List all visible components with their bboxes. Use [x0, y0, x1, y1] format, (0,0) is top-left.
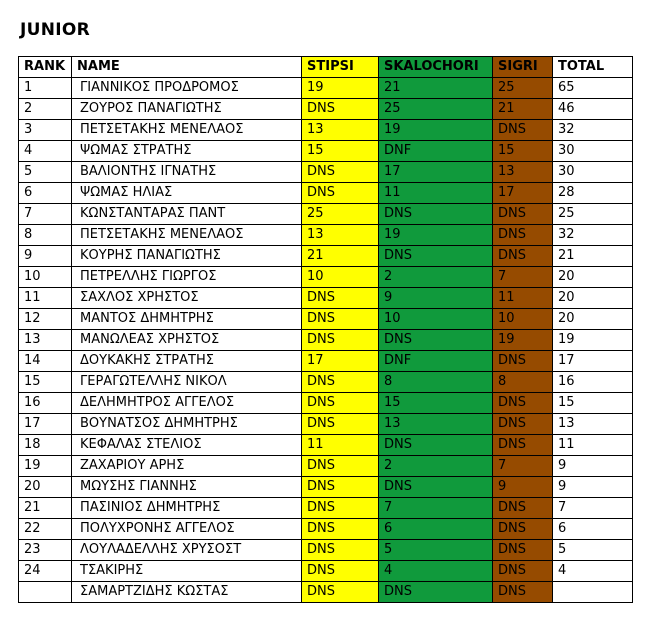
- cell-name: ΖΑΧΑΡΙΟΥ ΑΡΗΣ: [72, 456, 302, 477]
- cell-sigri: DNS: [493, 246, 553, 267]
- cell-sigri: 7: [493, 267, 553, 288]
- cell-name: ΔΕΛΗΜΗΤΡΟΣ ΑΓΓΕΛΟΣ: [72, 393, 302, 414]
- cell-name: ΚΕΦΑΛΑΣ ΣΤΕΛΙΟΣ: [72, 435, 302, 456]
- table-row: [19, 162, 633, 183]
- header-stipsi: STIPSI: [302, 57, 379, 78]
- cell-stipsi: DNS: [302, 414, 379, 435]
- cell-stipsi: DNS: [302, 540, 379, 561]
- cell-rank: 6: [19, 183, 72, 204]
- cell-name: ΠΑΣΙΝΙΟΣ ΔΗΜΗΤΡΗΣ: [72, 498, 302, 519]
- page-title: JUNIOR: [20, 20, 91, 40]
- cell-stipsi: DNS: [302, 372, 379, 393]
- cell-rank: 1: [19, 78, 72, 99]
- cell-skalochori: DNS: [379, 435, 493, 456]
- cell-total: 32: [553, 120, 633, 141]
- cell-sigri: DNS: [493, 582, 553, 603]
- cell-name: ΖΟΥΡΟΣ ΠΑΝΑΓΙΩΤΗΣ: [72, 99, 302, 120]
- cell-stipsi: DNS: [302, 498, 379, 519]
- cell-name: ΒΑΛΙΟΝΤΗΣ ΙΓΝΑΤΗΣ: [72, 162, 302, 183]
- table-row: [19, 540, 633, 561]
- cell-name: ΠΟΛΥΧΡΟΝΗΣ ΑΓΓΕΛΟΣ: [72, 519, 302, 540]
- table-row: [19, 225, 633, 246]
- cell-skalochori: 15: [379, 393, 493, 414]
- cell-skalochori: 7: [379, 498, 493, 519]
- cell-rank: 5: [19, 162, 72, 183]
- cell-sigri: 11: [493, 288, 553, 309]
- cell-sigri: 7: [493, 456, 553, 477]
- cell-total: 46: [553, 99, 633, 120]
- table-row: [19, 78, 633, 99]
- cell-total: 30: [553, 141, 633, 162]
- results-table: [18, 56, 633, 603]
- cell-sigri: 15: [493, 141, 553, 162]
- cell-stipsi: 13: [302, 120, 379, 141]
- cell-skalochori: DNS: [379, 582, 493, 603]
- table-row: [19, 351, 633, 372]
- header-total: TOTAL: [553, 57, 633, 78]
- cell-sigri: DNS: [493, 351, 553, 372]
- cell-rank: 9: [19, 246, 72, 267]
- cell-sigri: DNS: [493, 561, 553, 582]
- cell-total: 7: [553, 498, 633, 519]
- cell-name: ΨΩΜΑΣ ΣΤΡΑΤΗΣ: [72, 141, 302, 162]
- cell-sigri: 21: [493, 99, 553, 120]
- cell-rank: 14: [19, 351, 72, 372]
- cell-rank: 17: [19, 414, 72, 435]
- cell-total: 6: [553, 519, 633, 540]
- table-row: [19, 435, 633, 456]
- cell-rank: 20: [19, 477, 72, 498]
- header-name: NAME: [72, 57, 302, 78]
- cell-total: 16: [553, 372, 633, 393]
- cell-total: 5: [553, 540, 633, 561]
- cell-name: ΠΕΤΡΕΛΛΗΣ ΓΙΩΡΓΟΣ: [72, 267, 302, 288]
- cell-name: ΔΟΥΚΑΚΗΣ ΣΤΡΑΤΗΣ: [72, 351, 302, 372]
- cell-rank: 10: [19, 267, 72, 288]
- cell-name: ΨΩΜΑΣ ΗΛΙΑΣ: [72, 183, 302, 204]
- table-row: [19, 372, 633, 393]
- cell-name: ΛΟΥΛΑΔΕΛΛΗΣ ΧΡΥΣΟΣΤ: [72, 540, 302, 561]
- cell-stipsi: DNS: [302, 309, 379, 330]
- cell-total: 25: [553, 204, 633, 225]
- table-row: [19, 582, 633, 603]
- cell-stipsi: DNS: [302, 99, 379, 120]
- cell-rank: 7: [19, 204, 72, 225]
- cell-rank: 12: [19, 309, 72, 330]
- cell-total: 20: [553, 267, 633, 288]
- cell-rank: 24: [19, 561, 72, 582]
- cell-stipsi: DNS: [302, 183, 379, 204]
- cell-name: ΠΕΤΣΕΤΑΚΗΣ ΜΕΝΕΛΑΟΣ: [72, 120, 302, 141]
- cell-sigri: DNS: [493, 393, 553, 414]
- cell-name: ΚΩΝΣΤΑΝΤΑΡΑΣ ΠΑΝΤ: [72, 204, 302, 225]
- cell-sigri: DNS: [493, 204, 553, 225]
- cell-skalochori: 17: [379, 162, 493, 183]
- cell-total: 21: [553, 246, 633, 267]
- cell-total: 9: [553, 456, 633, 477]
- cell-total: 32: [553, 225, 633, 246]
- cell-stipsi: 19: [302, 78, 379, 99]
- cell-stipsi: 10: [302, 267, 379, 288]
- cell-sigri: DNS: [493, 120, 553, 141]
- table-header-row: [19, 57, 633, 78]
- cell-stipsi: DNS: [302, 519, 379, 540]
- cell-rank: 19: [19, 456, 72, 477]
- cell-skalochori: 5: [379, 540, 493, 561]
- cell-rank: 22: [19, 519, 72, 540]
- cell-rank: 13: [19, 330, 72, 351]
- cell-name: ΣΑΜΑΡΤΖΙΔΗΣ ΚΩΣΤΑΣ: [72, 582, 302, 603]
- header-sigri: SIGRI: [493, 57, 553, 78]
- cell-skalochori: DNS: [379, 330, 493, 351]
- cell-sigri: 25: [493, 78, 553, 99]
- cell-rank: 16: [19, 393, 72, 414]
- cell-rank: 18: [19, 435, 72, 456]
- table-row: [19, 456, 633, 477]
- cell-sigri: DNS: [493, 435, 553, 456]
- cell-name: ΚΟΥΡΗΣ ΠΑΝΑΓΙΩΤΗΣ: [72, 246, 302, 267]
- table-row: [19, 393, 633, 414]
- cell-total: 20: [553, 288, 633, 309]
- cell-name: ΣΑΧΛΟΣ ΧΡΗΣΤΟΣ: [72, 288, 302, 309]
- cell-total: 30: [553, 162, 633, 183]
- table-row: [19, 120, 633, 141]
- cell-skalochori: DNS: [379, 246, 493, 267]
- cell-total: 20: [553, 309, 633, 330]
- cell-sigri: 9: [493, 477, 553, 498]
- table-row: [19, 183, 633, 204]
- cell-stipsi: DNS: [302, 288, 379, 309]
- cell-sigri: 19: [493, 330, 553, 351]
- cell-rank: [19, 582, 72, 603]
- cell-skalochori: 2: [379, 456, 493, 477]
- table-row: [19, 288, 633, 309]
- table-row: [19, 561, 633, 582]
- cell-name: ΜΑΝΤΟΣ ΔΗΜΗΤΡΗΣ: [72, 309, 302, 330]
- table-row: [19, 267, 633, 288]
- cell-rank: 11: [19, 288, 72, 309]
- cell-skalochori: DNF: [379, 141, 493, 162]
- cell-rank: 8: [19, 225, 72, 246]
- table-row: [19, 477, 633, 498]
- table-row: [19, 519, 633, 540]
- cell-skalochori: 21: [379, 78, 493, 99]
- cell-stipsi: DNS: [302, 477, 379, 498]
- header-skalochori: SKALOCHORI: [379, 57, 493, 78]
- cell-sigri: DNS: [493, 540, 553, 561]
- table-row: [19, 246, 633, 267]
- cell-skalochori: 19: [379, 120, 493, 141]
- cell-rank: 21: [19, 498, 72, 519]
- table-row: [19, 141, 633, 162]
- cell-skalochori: 9: [379, 288, 493, 309]
- cell-skalochori: 11: [379, 183, 493, 204]
- header-rank: RANK: [19, 57, 72, 78]
- table-row: [19, 414, 633, 435]
- cell-stipsi: DNS: [302, 162, 379, 183]
- cell-name: ΠΕΤΣΕΤΑΚΗΣ ΜΕΝΕΛΑΟΣ: [72, 225, 302, 246]
- cell-total: 4: [553, 561, 633, 582]
- cell-skalochori: 4: [379, 561, 493, 582]
- cell-name: ΜΑΝΩΛΕΑΣ ΧΡΗΣΤΟΣ: [72, 330, 302, 351]
- cell-sigri: 13: [493, 162, 553, 183]
- cell-skalochori: 8: [379, 372, 493, 393]
- cell-total: 65: [553, 78, 633, 99]
- cell-skalochori: 2: [379, 267, 493, 288]
- cell-skalochori: 19: [379, 225, 493, 246]
- cell-total: 9: [553, 477, 633, 498]
- cell-sigri: 10: [493, 309, 553, 330]
- cell-rank: 15: [19, 372, 72, 393]
- cell-rank: 4: [19, 141, 72, 162]
- cell-skalochori: DNS: [379, 477, 493, 498]
- cell-sigri: DNS: [493, 519, 553, 540]
- cell-skalochori: DNF: [379, 351, 493, 372]
- cell-sigri: DNS: [493, 225, 553, 246]
- cell-skalochori: DNS: [379, 204, 493, 225]
- table-row: [19, 309, 633, 330]
- cell-rank: 23: [19, 540, 72, 561]
- cell-rank: 2: [19, 99, 72, 120]
- table-row: [19, 204, 633, 225]
- cell-total: 11: [553, 435, 633, 456]
- cell-skalochori: 10: [379, 309, 493, 330]
- table-row: [19, 99, 633, 120]
- table-row: [19, 330, 633, 351]
- cell-name: ΜΩΥΣΗΣ ΓΙΑΝΝΗΣ: [72, 477, 302, 498]
- cell-total: 28: [553, 183, 633, 204]
- cell-stipsi: DNS: [302, 456, 379, 477]
- cell-skalochori: 13: [379, 414, 493, 435]
- cell-stipsi: 25: [302, 204, 379, 225]
- table-row: [19, 498, 633, 519]
- cell-sigri: DNS: [493, 414, 553, 435]
- cell-total: 19: [553, 330, 633, 351]
- cell-name: ΓΕΡΑΓΩΤΕΛΛΗΣ ΝΙΚΟΛ: [72, 372, 302, 393]
- cell-stipsi: DNS: [302, 330, 379, 351]
- cell-stipsi: 13: [302, 225, 379, 246]
- cell-sigri: DNS: [493, 498, 553, 519]
- cell-stipsi: DNS: [302, 561, 379, 582]
- cell-sigri: 8: [493, 372, 553, 393]
- cell-total: 15: [553, 393, 633, 414]
- cell-stipsi: 21: [302, 246, 379, 267]
- cell-stipsi: 15: [302, 141, 379, 162]
- cell-name: ΤΣΑΚΙΡΗΣ: [72, 561, 302, 582]
- cell-total: [553, 582, 633, 603]
- cell-stipsi: DNS: [302, 582, 379, 603]
- cell-total: 17: [553, 351, 633, 372]
- cell-name: ΓΙΑΝΝΙΚΟΣ ΠΡΟΔΡΟΜΟΣ: [72, 78, 302, 99]
- cell-sigri: 17: [493, 183, 553, 204]
- cell-name: ΒΟΥΝΑΤΣΟΣ ΔΗΜΗΤΡΗΣ: [72, 414, 302, 435]
- cell-rank: 3: [19, 120, 72, 141]
- cell-total: 13: [553, 414, 633, 435]
- cell-stipsi: DNS: [302, 393, 379, 414]
- cell-skalochori: 25: [379, 99, 493, 120]
- cell-stipsi: 17: [302, 351, 379, 372]
- cell-skalochori: 6: [379, 519, 493, 540]
- cell-stipsi: 11: [302, 435, 379, 456]
